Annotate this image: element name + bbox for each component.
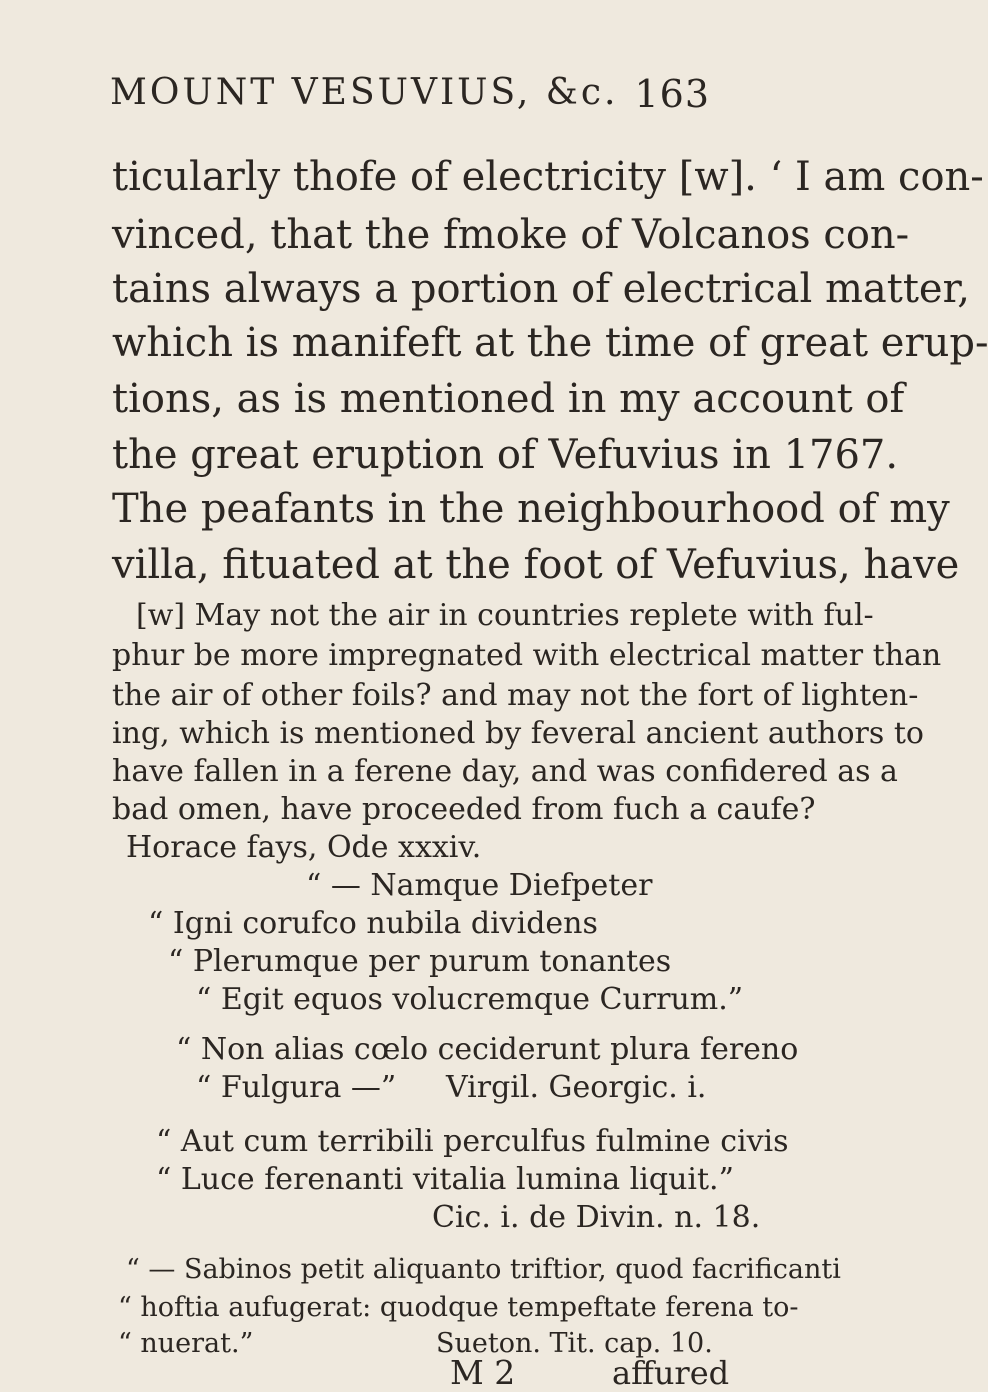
quote-line: “ Egit equos volucremque Currum.”	[196, 982, 744, 1017]
footnote-line: bad omen, have proceeded from fuch a caufe?	[112, 792, 816, 827]
catchword: affured	[612, 1354, 730, 1392]
running-header	[110, 72, 710, 132]
quote-line: “ Igni corufco nubila dividens	[148, 906, 598, 941]
quote-line: “ — Sabinos petit aliquanto triftior, quod facrificanti	[126, 1254, 841, 1285]
quote-line: “ hoftia aufugerat: quodque tempeftate ferena to-	[118, 1292, 799, 1323]
citation: Virgil. Georgic. i.	[446, 1070, 707, 1105]
quote-line: “ Fulgura —”	[196, 1070, 397, 1105]
body-line: The peafants in the neighbourhood of my	[112, 486, 950, 532]
quote-line: “ Plerumque per purum tonantes	[168, 944, 672, 979]
quote-line: “ nuerat.”	[118, 1328, 254, 1359]
quote-line: “ — Namque Diefpeter	[306, 868, 653, 903]
running-title: MOUNT VESUVIUS, &c.	[110, 72, 619, 113]
signature-mark: M 2	[450, 1353, 516, 1392]
quote-line: “ Luce ferenanti vitalia lumina liquit.”	[156, 1162, 734, 1197]
footnote-line: Horace fays, Ode xxxiv.	[126, 830, 482, 865]
body-line: which is manifeft at the time of great erup-	[112, 320, 988, 366]
footnote-line: phur be more impregnated with electrical matter than	[112, 638, 942, 673]
body-line: ticularly thofe of electricity [w]. ‘ I am con-	[112, 154, 984, 200]
citation: Cic. i. de Divin. n. 18.	[432, 1200, 761, 1235]
page-number: 163	[634, 72, 710, 116]
quote-line: “ Aut cum terribili perculfus fulmine civis	[156, 1124, 789, 1159]
quote-line: “ Non alias cœlo ceciderunt plura fereno	[176, 1032, 799, 1067]
footnote-line: [w] May not the air in countries replete with ful-	[136, 598, 874, 633]
citation: Sueton. Tit. cap. 10.	[436, 1328, 713, 1359]
body-line: vinced, that the fmoke of Volcanos con-	[112, 212, 910, 258]
body-line: the great eruption of Vefuvius in 1767.	[112, 432, 899, 478]
body-line: tains always a portion of electrical matter,	[112, 266, 971, 312]
footnote-line: ing, which is mentioned by feveral ancient authors to	[112, 716, 924, 751]
footnote-line: have fallen in a ferene day, and was confidered as a	[112, 754, 898, 789]
body-line: tions, as is mentioned in my account of	[112, 376, 905, 422]
footnote-line: the air of other foils? and may not the fort of lighten-	[112, 678, 919, 713]
body-line: villa, fituated at the foot of Vefuvius, have	[112, 542, 960, 588]
